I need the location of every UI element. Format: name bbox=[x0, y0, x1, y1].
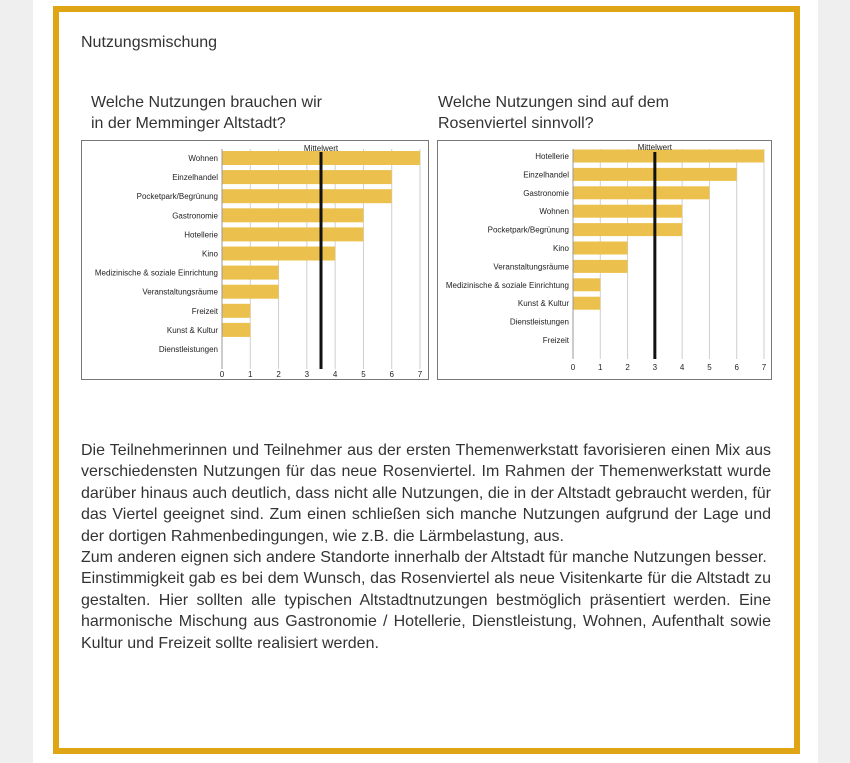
category-label: Kino bbox=[201, 249, 218, 259]
tick-label-x: 1 bbox=[598, 363, 603, 372]
category-label: Wohnen bbox=[188, 154, 218, 163]
tick-label-x: 0 bbox=[570, 363, 576, 372]
category-label: Veranstaltungsräume bbox=[493, 262, 569, 272]
category-label: Pocketpark/Begrünung bbox=[136, 192, 218, 202]
tick-label-x: 3 bbox=[304, 370, 310, 379]
category-label: Einzelhandel bbox=[172, 173, 218, 183]
bar bbox=[222, 247, 335, 261]
bar bbox=[222, 304, 250, 318]
bar bbox=[573, 278, 600, 291]
body-paragraph-1: Die Teilnehmerinnen und Teilnehmer aus der ersten Themenwerkstatt favorisieren einen Mix aus verschiedensten Nutzungen für das neue Rosenviertel. Im Rahmen der Themenwerkstatt wurde darüber hinaus auch deutlich, dass nicht alle Nutzungen, die in der Altstadt gebraucht werden, für das Viertel geeignet sind. Zum einen schließen sich manche Nutzungen aufgrund der Lage und der dortigen Rahmenbedingungen, wie z.B. die Lärmbelastung, aus. bbox=[81, 442, 771, 545]
bar bbox=[222, 170, 392, 184]
category-label: Kunst & Kultur bbox=[166, 325, 218, 335]
bar bbox=[573, 242, 628, 255]
body-paragraph-3: Einstimmigkeit gab es bei dem Wunsch, das Rosenviertel als neue Visitenkarte für die Altstadt zu gestalten. Hier sollten alle typischen Altstadtnutzungen bestmöglich präsentiert werden. Eine harmonische Mischung aus Gastronomie / Hotellerie, Dienstleistung, Wohnen, Aufenthalt sowie Kultur und Freizeit sollte realisiert werden. bbox=[81, 570, 771, 652]
category-label: Gastronomie bbox=[172, 211, 218, 221]
mean-label: Mittelwert bbox=[303, 144, 339, 153]
mean-label: Mittelwert bbox=[637, 143, 672, 152]
bar bbox=[573, 297, 600, 310]
category-label: Einzelhandel bbox=[523, 170, 569, 180]
bar bbox=[222, 227, 363, 241]
bar bbox=[222, 208, 363, 222]
category-label: Pocketpark/Begrünung bbox=[487, 225, 569, 235]
tick-label-x: 2 bbox=[625, 363, 630, 372]
bar bbox=[573, 205, 682, 218]
tick-label-x: 4 bbox=[679, 363, 685, 372]
tick-label-x: 7 bbox=[761, 363, 767, 372]
chart-2-svg bbox=[438, 141, 771, 379]
bar bbox=[222, 285, 279, 299]
chart-1-svg bbox=[82, 141, 428, 379]
bar bbox=[573, 186, 709, 199]
bar bbox=[222, 323, 250, 337]
tick-label-x: 6 bbox=[734, 363, 739, 372]
body-text bbox=[81, 440, 771, 654]
tick-label-x: 2 bbox=[276, 370, 281, 379]
category-label: Veranstaltungsräume bbox=[142, 287, 218, 297]
tick-label-x: 1 bbox=[248, 370, 253, 379]
tick-label-x: 5 bbox=[707, 363, 712, 372]
tick-label-x: 4 bbox=[332, 370, 338, 379]
category-label: Medizinische & soziale Einrichtung bbox=[445, 280, 569, 290]
category-label: Freizeit bbox=[542, 336, 569, 345]
tick-label-x: 7 bbox=[417, 370, 423, 379]
chart-1-title: Welche Nutzungen brauchen wir in der Memminger Altstadt? bbox=[91, 94, 322, 132]
category-label: Kunst & Kultur bbox=[517, 299, 569, 309]
chart-1 bbox=[81, 140, 429, 380]
tick-label-x: 5 bbox=[361, 370, 366, 379]
chart-2 bbox=[437, 140, 772, 380]
tick-label-x: 6 bbox=[389, 370, 394, 379]
chart-2-title: Welche Nutzungen sind auf dem Rosenviertel sinnvoll? bbox=[438, 94, 669, 132]
bar bbox=[222, 189, 392, 203]
category-label: Kino bbox=[552, 244, 569, 253]
category-label: Gastronomie bbox=[523, 188, 569, 198]
category-label: Dienstleistungen bbox=[509, 317, 569, 327]
tick-label-x: 0 bbox=[219, 370, 225, 379]
category-label: Dienstleistungen bbox=[158, 345, 218, 354]
bar bbox=[573, 223, 682, 236]
tick-label-x: 3 bbox=[652, 363, 658, 372]
bar bbox=[573, 260, 628, 273]
category-label: Hotellerie bbox=[535, 152, 569, 161]
category-label: Hotellerie bbox=[184, 230, 218, 240]
body-paragraph-2: Zum anderen eignen sich andere Standorte innerhalb der Altstadt für manche Nutzungen besser. bbox=[81, 549, 767, 567]
category-label: Wohnen bbox=[539, 207, 569, 217]
section-title: Nutzungsmischung bbox=[81, 34, 218, 51]
category-label: Medizinische & soziale Einrichtung bbox=[94, 268, 218, 278]
bar bbox=[222, 266, 279, 280]
category-label: Freizeit bbox=[191, 306, 218, 316]
